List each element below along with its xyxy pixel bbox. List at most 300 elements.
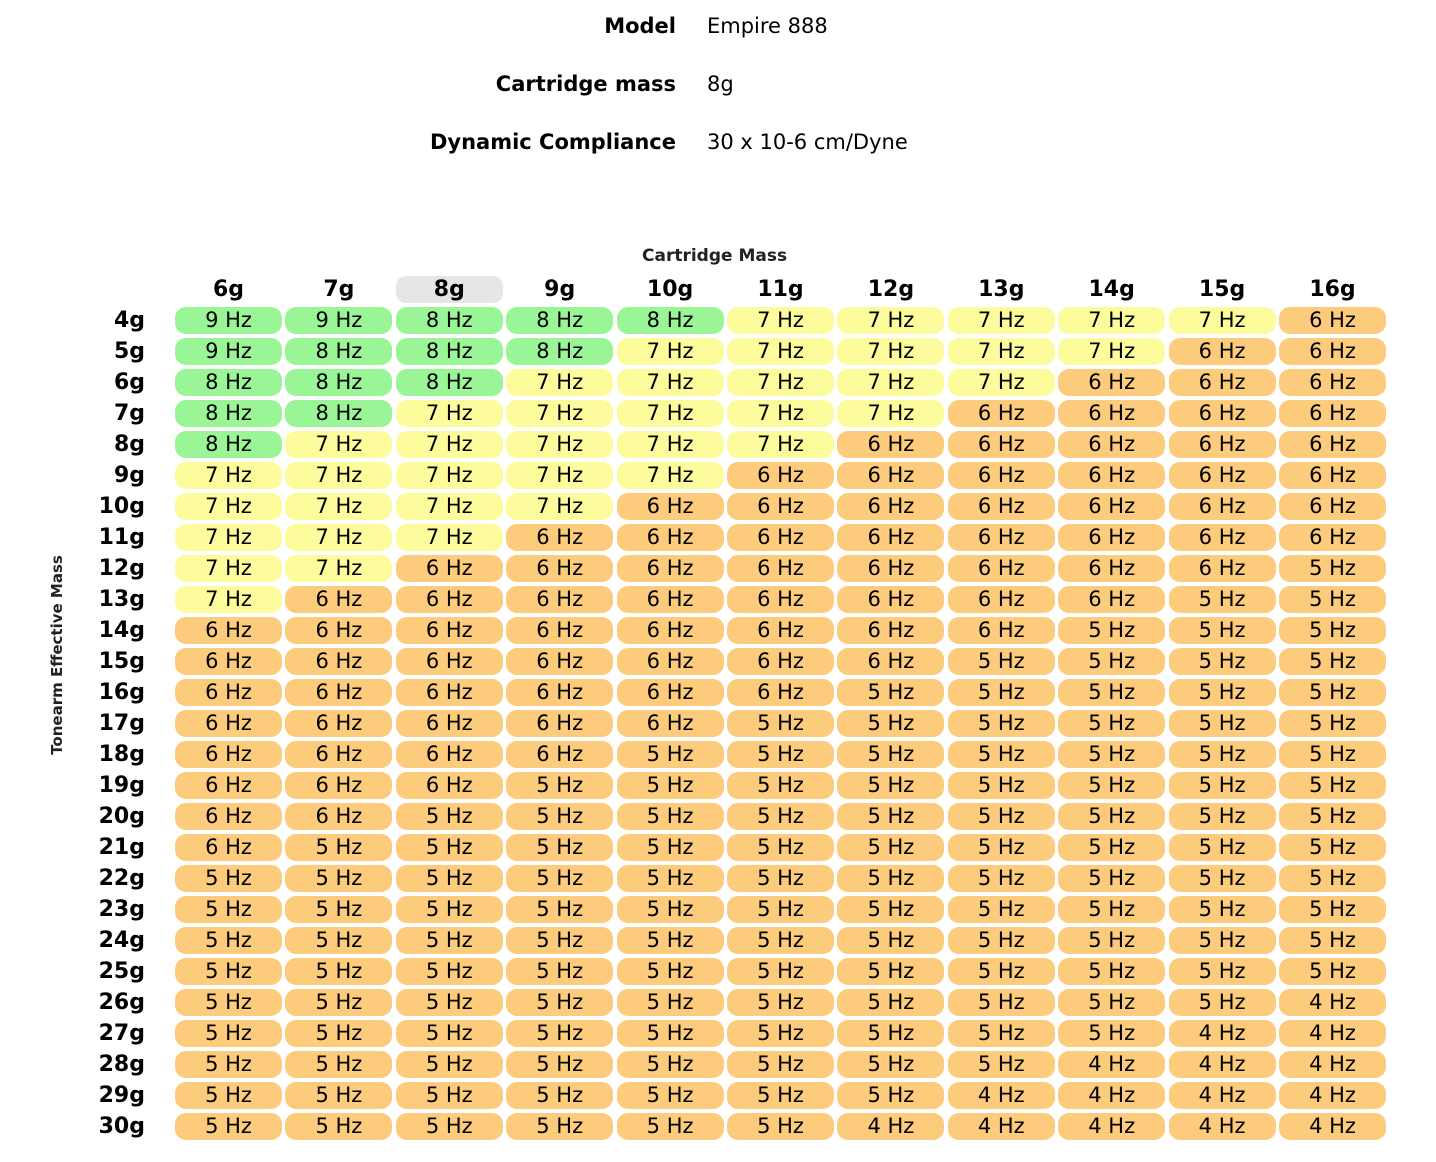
resonance-cell: 6 Hz [837, 493, 944, 520]
resonance-cell: 6 Hz [1279, 400, 1386, 427]
resonance-cell: 6 Hz [837, 462, 944, 489]
resonance-cell: 5 Hz [948, 958, 1055, 985]
resonance-cell: 4 Hz [1279, 989, 1386, 1016]
resonance-cell: 6 Hz [837, 617, 944, 644]
resonance-cell: 6 Hz [948, 617, 1055, 644]
resonance-cell: 5 Hz [1058, 958, 1165, 985]
resonance-cell: 6 Hz [175, 617, 282, 644]
resonance-cell: 5 Hz [396, 834, 503, 861]
resonance-cell: 5 Hz [617, 1020, 724, 1047]
resonance-cell: 5 Hz [617, 1082, 724, 1109]
resonance-cell: 5 Hz [617, 834, 724, 861]
resonance-cell: 4 Hz [1279, 1051, 1386, 1078]
row-header-20g: 20g [98, 804, 145, 829]
resonance-cell: 4 Hz [1279, 1020, 1386, 1047]
resonance-cell: 5 Hz [1058, 803, 1165, 830]
resonance-cell: 5 Hz [617, 896, 724, 923]
resonance-cell: 7 Hz [175, 524, 282, 551]
column-header-7g[interactable]: 7g [323, 277, 355, 302]
resonance-cell: 7 Hz [1058, 338, 1165, 365]
resonance-cell: 5 Hz [175, 1020, 282, 1047]
resonance-cell: 5 Hz [727, 1082, 834, 1109]
resonance-cell: 6 Hz [948, 524, 1055, 551]
resonance-cell: 6 Hz [727, 555, 834, 582]
resonance-cell: 8 Hz [175, 369, 282, 396]
column-header-9g[interactable]: 9g [544, 277, 576, 302]
resonance-cell: 7 Hz [506, 400, 613, 427]
resonance-cell: 5 Hz [617, 772, 724, 799]
resonance-cell: 5 Hz [175, 989, 282, 1016]
column-header-12g[interactable]: 12g [867, 277, 915, 302]
resonance-cell: 5 Hz [506, 958, 613, 985]
resonance-cell: 6 Hz [727, 493, 834, 520]
resonance-cell: 8 Hz [396, 338, 503, 365]
resonance-cell: 5 Hz [506, 896, 613, 923]
resonance-cell: 7 Hz [396, 493, 503, 520]
resonance-cell: 5 Hz [948, 803, 1055, 830]
resonance-cell: 7 Hz [506, 493, 613, 520]
resonance-cell: 6 Hz [1169, 462, 1276, 489]
row-header-19g: 19g [98, 773, 145, 798]
resonance-cell: 5 Hz [396, 1051, 503, 1078]
resonance-cell: 6 Hz [175, 834, 282, 861]
resonance-cell: 5 Hz [1169, 927, 1276, 954]
resonance-cell: 6 Hz [617, 679, 724, 706]
resonance-cell: 5 Hz [1279, 555, 1386, 582]
resonance-cell: 6 Hz [948, 493, 1055, 520]
row-header-14g: 14g [98, 618, 145, 643]
resonance-cell: 5 Hz [1169, 989, 1276, 1016]
row-header-15g: 15g [98, 649, 145, 674]
resonance-cell: 6 Hz [617, 586, 724, 613]
resonance-cell: 5 Hz [175, 927, 282, 954]
resonance-cell: 5 Hz [727, 958, 834, 985]
column-header-14g[interactable]: 14g [1088, 277, 1135, 302]
resonance-cell: 5 Hz [617, 865, 724, 892]
info-value: 8g [707, 72, 734, 96]
resonance-cell: 5 Hz [285, 958, 392, 985]
row-header-21g: 21g [98, 835, 145, 860]
resonance-cell: 6 Hz [948, 400, 1055, 427]
resonance-cell: 6 Hz [506, 648, 613, 675]
resonance-cell: 5 Hz [1058, 710, 1165, 737]
resonance-cell: 6 Hz [396, 741, 503, 768]
resonance-cell: 7 Hz [175, 586, 282, 613]
row-header-10g: 10g [98, 494, 145, 519]
resonance-cell: 5 Hz [948, 1020, 1055, 1047]
resonance-cell: 5 Hz [1169, 741, 1276, 768]
resonance-cell: 5 Hz [175, 1113, 282, 1140]
resonance-cell: 5 Hz [1169, 896, 1276, 923]
resonance-cell: 5 Hz [727, 1020, 834, 1047]
resonance-cell: 8 Hz [285, 400, 392, 427]
resonance-cell: 5 Hz [506, 865, 613, 892]
resonance-cell: 5 Hz [837, 741, 944, 768]
resonance-cell: 6 Hz [727, 524, 834, 551]
resonance-cell: 6 Hz [506, 524, 613, 551]
resonance-cell: 5 Hz [837, 1082, 944, 1109]
resonance-cell: 5 Hz [617, 1051, 724, 1078]
resonance-cell: 6 Hz [175, 648, 282, 675]
resonance-cell: 5 Hz [1058, 772, 1165, 799]
resonance-cell: 5 Hz [1279, 710, 1386, 737]
row-header-30g: 30g [98, 1114, 145, 1139]
resonance-cell: 7 Hz [506, 462, 613, 489]
resonance-cell: 6 Hz [1279, 369, 1386, 396]
resonance-cell: 5 Hz [1169, 772, 1276, 799]
resonance-cell: 6 Hz [396, 679, 503, 706]
resonance-cell: 5 Hz [1058, 648, 1165, 675]
resonance-cell: 6 Hz [1058, 400, 1165, 427]
resonance-cell: 7 Hz [396, 462, 503, 489]
resonance-cell: 6 Hz [1058, 493, 1165, 520]
resonance-cell: 5 Hz [396, 896, 503, 923]
resonance-cell: 5 Hz [285, 896, 392, 923]
resonance-cell: 5 Hz [1279, 586, 1386, 613]
resonance-cell: 6 Hz [1058, 431, 1165, 458]
resonance-cell: 6 Hz [506, 679, 613, 706]
info-label: Dynamic Compliance [429, 130, 676, 154]
resonance-cell: 5 Hz [1279, 896, 1386, 923]
resonance-cell: 5 Hz [1058, 927, 1165, 954]
resonance-cell: 5 Hz [396, 1020, 503, 1047]
row-header-7g: 7g [113, 401, 145, 426]
resonance-cell: 5 Hz [837, 865, 944, 892]
resonance-cell: 5 Hz [175, 1082, 282, 1109]
resonance-cell: 5 Hz [948, 927, 1055, 954]
resonance-cell: 7 Hz [617, 369, 724, 396]
resonance-cell: 7 Hz [837, 338, 944, 365]
resonance-cell: 5 Hz [837, 1020, 944, 1047]
resonance-cell: 6 Hz [1058, 586, 1165, 613]
resonance-cell: 6 Hz [285, 772, 392, 799]
resonance-cell: 7 Hz [948, 338, 1055, 365]
row-header-5g: 5g [113, 339, 145, 364]
resonance-cell: 5 Hz [1058, 617, 1165, 644]
resonance-cell: 6 Hz [837, 648, 944, 675]
row-header-18g: 18g [98, 742, 145, 767]
row-header-13g: 13g [98, 587, 145, 612]
resonance-cell: 6 Hz [285, 679, 392, 706]
resonance-cell: 5 Hz [285, 927, 392, 954]
resonance-cell: 5 Hz [948, 741, 1055, 768]
resonance-cell: 7 Hz [285, 431, 392, 458]
resonance-cell: 5 Hz [396, 958, 503, 985]
resonance-cell: 5 Hz [506, 772, 613, 799]
resonance-cell: 5 Hz [837, 679, 944, 706]
resonance-cell: 4 Hz [1058, 1113, 1165, 1140]
resonance-cell: 5 Hz [1279, 617, 1386, 644]
resonance-cell: 7 Hz [617, 431, 724, 458]
info-label: Cartridge mass [495, 72, 676, 96]
resonance-cell: 5 Hz [1169, 834, 1276, 861]
resonance-cell: 7 Hz [285, 462, 392, 489]
resonance-cell: 6 Hz [1279, 338, 1386, 365]
resonance-cell: 6 Hz [727, 617, 834, 644]
resonance-cell: 5 Hz [1058, 834, 1165, 861]
resonance-cell: 4 Hz [1169, 1020, 1276, 1047]
resonance-cell: 5 Hz [1169, 648, 1276, 675]
resonance-cell: 5 Hz [1058, 679, 1165, 706]
x-axis-title-text: Cartridge Mass [642, 246, 788, 266]
info-row-cartridge-mass [0, 72, 1436, 102]
row-header-8g: 8g [113, 432, 145, 457]
resonance-cell: 5 Hz [727, 927, 834, 954]
resonance-cell: 5 Hz [506, 989, 613, 1016]
column-header-11g[interactable]: 11g [757, 277, 804, 302]
resonance-cell: 6 Hz [948, 555, 1055, 582]
resonance-cell: 6 Hz [1169, 400, 1276, 427]
resonance-cell: 6 Hz [506, 555, 613, 582]
resonance-cell: 5 Hz [617, 741, 724, 768]
resonance-cell: 7 Hz [506, 369, 613, 396]
resonance-cell: 6 Hz [617, 648, 724, 675]
resonance-cell: 5 Hz [506, 927, 613, 954]
resonance-cell: 7 Hz [948, 369, 1055, 396]
resonance-cell: 8 Hz [396, 307, 503, 334]
resonance-cell: 7 Hz [1169, 307, 1276, 334]
resonance-cell: 6 Hz [617, 555, 724, 582]
row-header-4g: 4g [113, 308, 145, 333]
resonance-cell: 4 Hz [1169, 1082, 1276, 1109]
resonance-cell: 4 Hz [1058, 1051, 1165, 1078]
resonance-cell: 5 Hz [396, 1082, 503, 1109]
resonance-cell: 6 Hz [727, 586, 834, 613]
resonance-cell: 7 Hz [285, 493, 392, 520]
resonance-cell: 5 Hz [175, 1051, 282, 1078]
resonance-cell: 7 Hz [617, 462, 724, 489]
resonance-cell: 5 Hz [837, 927, 944, 954]
resonance-cell: 5 Hz [837, 710, 944, 737]
resonance-cell: 5 Hz [285, 1082, 392, 1109]
resonance-cell: 6 Hz [396, 617, 503, 644]
y-axis-title: Tonearm Effective Mass [48, 555, 66, 755]
resonance-cell: 5 Hz [285, 1020, 392, 1047]
row-header-23g: 23g [98, 897, 145, 922]
resonance-cell: 5 Hz [285, 1051, 392, 1078]
resonance-cell: 7 Hz [727, 400, 834, 427]
resonance-cell: 5 Hz [396, 803, 503, 830]
resonance-cell: 5 Hz [948, 772, 1055, 799]
resonance-cell: 6 Hz [506, 586, 613, 613]
row-header-24g: 24g [98, 928, 145, 953]
resonance-cell: 5 Hz [285, 989, 392, 1016]
resonance-cell: 4 Hz [1058, 1082, 1165, 1109]
resonance-cell: 5 Hz [175, 958, 282, 985]
resonance-cell: 7 Hz [285, 524, 392, 551]
resonance-cell: 6 Hz [175, 710, 282, 737]
resonance-cell: 5 Hz [727, 896, 834, 923]
resonance-cell: 6 Hz [175, 772, 282, 799]
resonance-cell: 5 Hz [727, 834, 834, 861]
info-row-model [0, 14, 1436, 44]
row-header-12g: 12g [98, 556, 145, 581]
resonance-cell: 5 Hz [1279, 679, 1386, 706]
resonance-cell: 5 Hz [837, 772, 944, 799]
resonance-cell: 5 Hz [948, 710, 1055, 737]
resonance-cell: 5 Hz [948, 834, 1055, 861]
column-header-15g[interactable]: 15g [1198, 277, 1246, 302]
resonance-cell: 6 Hz [617, 710, 724, 737]
resonance-cell: 5 Hz [948, 648, 1055, 675]
resonance-cell: 5 Hz [506, 803, 613, 830]
resonance-cell: 5 Hz [175, 896, 282, 923]
resonance-cell: 5 Hz [1279, 648, 1386, 675]
resonance-cell: 6 Hz [1169, 524, 1276, 551]
resonance-cell: 7 Hz [396, 524, 503, 551]
resonance-cell: 5 Hz [506, 1113, 613, 1140]
resonance-cell: 6 Hz [837, 431, 944, 458]
row-header-28g: 28g [98, 1052, 145, 1077]
resonance-cell: 5 Hz [1058, 741, 1165, 768]
resonance-cell: 5 Hz [948, 679, 1055, 706]
resonance-cell: 5 Hz [506, 834, 613, 861]
resonance-cell: 7 Hz [727, 431, 834, 458]
column-header-16g[interactable]: 16g [1309, 277, 1356, 302]
resonance-cell: 5 Hz [175, 865, 282, 892]
column-header-10g[interactable]: 10g [646, 277, 694, 302]
resonance-cell: 5 Hz [1169, 586, 1276, 613]
resonance-cell: 5 Hz [727, 803, 834, 830]
resonance-cell: 5 Hz [948, 989, 1055, 1016]
resonance-cell: 5 Hz [727, 1051, 834, 1078]
resonance-cell: 7 Hz [175, 462, 282, 489]
row-header-16g: 16g [98, 680, 145, 705]
resonance-cell: 6 Hz [285, 586, 392, 613]
resonance-cell: 8 Hz [506, 307, 613, 334]
resonance-cell: 5 Hz [837, 1051, 944, 1078]
resonance-cell: 5 Hz [837, 803, 944, 830]
resonance-cell: 7 Hz [727, 307, 834, 334]
info-label: Model [604, 14, 676, 38]
resonance-cell: 6 Hz [1279, 524, 1386, 551]
resonance-cell: 7 Hz [837, 307, 944, 334]
resonance-cell: 7 Hz [617, 338, 724, 365]
resonance-cell: 5 Hz [1279, 927, 1386, 954]
resonance-cell: 6 Hz [837, 555, 944, 582]
resonance-cell: 5 Hz [396, 1113, 503, 1140]
resonance-cell: 7 Hz [948, 307, 1055, 334]
resonance-cell: 5 Hz [727, 989, 834, 1016]
resonance-cell: 6 Hz [1058, 524, 1165, 551]
resonance-cell: 5 Hz [1279, 741, 1386, 768]
resonance-cell: 5 Hz [948, 865, 1055, 892]
resonance-cell: 5 Hz [1058, 896, 1165, 923]
resonance-cell: 5 Hz [617, 927, 724, 954]
resonance-cell: 5 Hz [617, 1113, 724, 1140]
resonance-cell: 5 Hz [837, 958, 944, 985]
resonance-cell: 8 Hz [175, 431, 282, 458]
resonance-cell: 7 Hz [617, 400, 724, 427]
column-header-8g[interactable]: 8g [396, 276, 503, 303]
resonance-cell: 6 Hz [1169, 369, 1276, 396]
resonance-cell: 6 Hz [837, 586, 944, 613]
resonance-cell: 7 Hz [727, 338, 834, 365]
row-header-11g: 11g [98, 525, 145, 550]
resonance-cell: 5 Hz [617, 803, 724, 830]
resonance-cell: 6 Hz [837, 524, 944, 551]
resonance-cell: 5 Hz [1169, 710, 1276, 737]
resonance-cell: 9 Hz [175, 307, 282, 334]
resonance-cell: 6 Hz [617, 524, 724, 551]
resonance-cell: 5 Hz [1058, 865, 1165, 892]
resonance-cell: 7 Hz [1058, 307, 1165, 334]
resonance-cell: 5 Hz [1169, 865, 1276, 892]
resonance-cell: 6 Hz [948, 431, 1055, 458]
resonance-cell: 4 Hz [948, 1113, 1055, 1140]
resonance-cell: 6 Hz [948, 462, 1055, 489]
row-header-25g: 25g [98, 959, 145, 984]
resonance-cell: 5 Hz [617, 958, 724, 985]
row-header-27g: 27g [98, 1021, 145, 1046]
resonance-cell: 4 Hz [837, 1113, 944, 1140]
resonance-cell: 5 Hz [506, 1082, 613, 1109]
resonance-cell: 7 Hz [175, 493, 282, 520]
resonance-cell: 5 Hz [617, 989, 724, 1016]
resonance-cell: 6 Hz [617, 617, 724, 644]
resonance-cell: 5 Hz [1058, 989, 1165, 1016]
resonance-cell: 6 Hz [617, 493, 724, 520]
resonance-cell: 5 Hz [727, 710, 834, 737]
resonance-cell: 5 Hz [1279, 865, 1386, 892]
resonance-cell: 8 Hz [617, 307, 724, 334]
resonance-cell: 6 Hz [506, 710, 613, 737]
resonance-cell: 6 Hz [175, 803, 282, 830]
resonance-cell: 5 Hz [506, 1020, 613, 1047]
resonance-cell: 5 Hz [285, 865, 392, 892]
resonance-cell: 5 Hz [285, 834, 392, 861]
resonance-cell: 6 Hz [1169, 555, 1276, 582]
resonance-cell: 6 Hz [727, 648, 834, 675]
resonance-cell: 5 Hz [1279, 772, 1386, 799]
row-header-6g: 6g [113, 370, 145, 395]
row-header-26g: 26g [98, 990, 145, 1015]
resonance-cell: 6 Hz [1169, 338, 1276, 365]
row-header-22g: 22g [98, 866, 145, 891]
resonance-cell: 5 Hz [727, 1113, 834, 1140]
resonance-cell: 5 Hz [285, 1113, 392, 1140]
resonance-cell: 7 Hz [396, 431, 503, 458]
resonance-cell: 5 Hz [1169, 679, 1276, 706]
resonance-cell: 5 Hz [948, 896, 1055, 923]
resonance-cell: 6 Hz [506, 741, 613, 768]
resonance-cell: 6 Hz [1279, 431, 1386, 458]
resonance-cell: 5 Hz [727, 772, 834, 799]
resonance-cell: 8 Hz [285, 369, 392, 396]
resonance-cell: 6 Hz [727, 679, 834, 706]
resonance-cell: 8 Hz [175, 400, 282, 427]
resonance-cell: 4 Hz [1169, 1113, 1276, 1140]
resonance-cell: 6 Hz [396, 772, 503, 799]
resonance-cell: 5 Hz [396, 989, 503, 1016]
resonance-cell: 7 Hz [837, 369, 944, 396]
column-header-6g[interactable]: 6g [212, 277, 245, 302]
resonance-cell: 5 Hz [1279, 803, 1386, 830]
resonance-cell: 5 Hz [396, 865, 503, 892]
resonance-cell: 6 Hz [727, 462, 834, 489]
resonance-cell: 5 Hz [1169, 958, 1276, 985]
resonance-cell: 5 Hz [1169, 617, 1276, 644]
resonance-cell: 5 Hz [1279, 834, 1386, 861]
resonance-cell: 6 Hz [285, 741, 392, 768]
resonance-cell: 8 Hz [396, 369, 503, 396]
column-header-13g[interactable]: 13g [978, 277, 1025, 302]
resonance-cell: 6 Hz [285, 710, 392, 737]
resonance-cell: 9 Hz [175, 338, 282, 365]
resonance-cell: 6 Hz [285, 648, 392, 675]
resonance-cell: 7 Hz [396, 400, 503, 427]
resonance-cell: 4 Hz [1169, 1051, 1276, 1078]
